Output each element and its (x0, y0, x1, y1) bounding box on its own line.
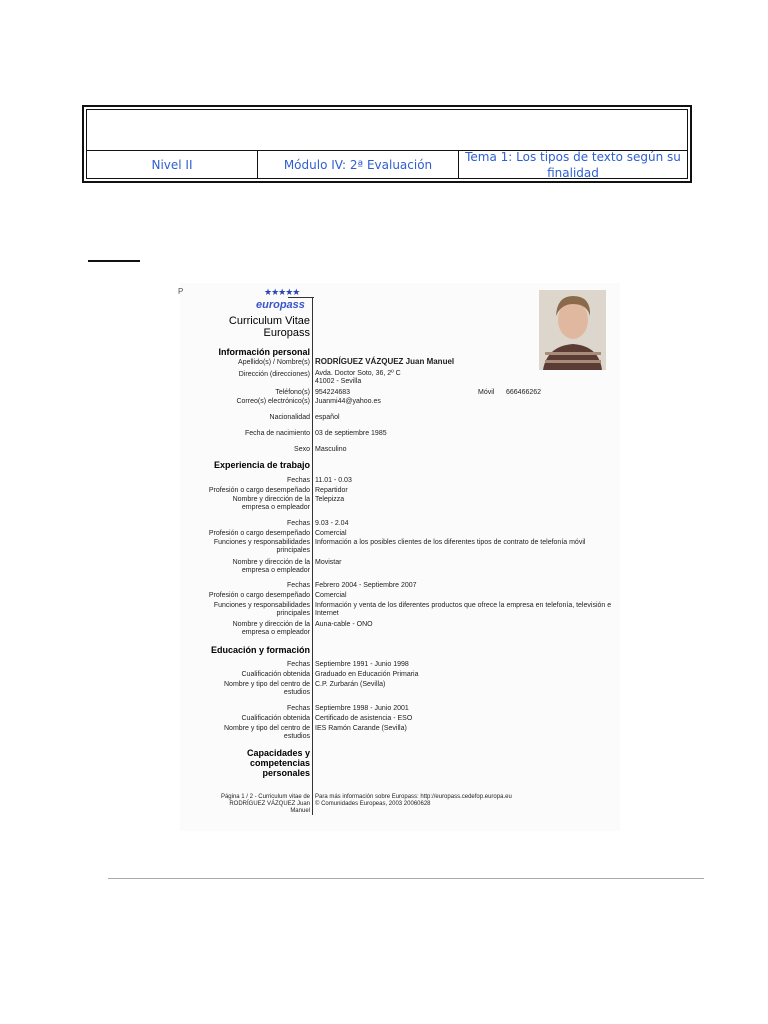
short-rule (88, 260, 140, 262)
header-tema: Tema 1: Los tipos de texto según su finalidad (465, 149, 681, 180)
header-nivel: Nivel II (87, 151, 258, 178)
section-skills: Capacidades y competencias personales (246, 748, 310, 778)
cv-column-divider (312, 297, 313, 815)
value-birth: 03 de septiembre 1985 (315, 430, 387, 437)
label-phone: Teléfono(s) (275, 389, 310, 396)
edu2-centre-label: Nombre y tipo del centro de estudios (224, 725, 310, 740)
job3-employer: Auna-cable - ONO (315, 621, 373, 628)
label-address: Dirección (direcciones) (238, 371, 310, 378)
label-nationality: Nacionalidad (269, 414, 310, 421)
edu1-centre-label: Nombre y tipo del centro de estudios (224, 681, 310, 696)
label-birth: Fecha de nacimiento (245, 430, 310, 437)
job1-employer-label: Nombre y dirección de la empresa o empleador (232, 496, 310, 511)
edu2-qual: Certificado de asistencia - ESO (315, 715, 413, 722)
cv-footer-right-1: Para más información sobre Europass: http://europass.cedefop.europa.eu (315, 794, 512, 800)
edu2-qual-label: Cualificación obtenida (241, 715, 310, 722)
edu1-qual-label: Cualificación obtenida (241, 671, 310, 678)
section-personal: Información personal (218, 347, 310, 357)
corner-mark: P (178, 287, 184, 296)
job1-dates: 11.01 - 0.03 (315, 477, 352, 484)
label-sex: Sexo (294, 446, 310, 453)
cv-footer-right-2: © Comunidades Europeas, 2003 20060628 (315, 801, 431, 807)
section-experience: Experiencia de trabajo (213, 460, 310, 470)
cv-title: Curriculum Vitae Europass (228, 315, 310, 339)
portrait-icon (539, 290, 606, 370)
value-email: Juanmi44@yahoo.es (315, 398, 381, 405)
value-address-2: 41002 - Sevilla (315, 378, 362, 385)
cv-top-rule (288, 297, 314, 298)
header-modulo: Módulo IV: 2ª Evaluación (258, 151, 459, 178)
edu2-dates-label: Fechas (287, 705, 310, 712)
portrait-photo (539, 290, 606, 370)
job3-duties: Información y venta de los diferentes productos que ofrece la empresa en telefonía, televisión e Internet (315, 602, 612, 617)
job3-role-label: Profesión o cargo desempeñado (208, 592, 310, 599)
value-mobile: 666466262 (506, 389, 542, 396)
job3-employer-label: Nombre y dirección de la empresa o empleador (232, 621, 310, 636)
value-phone: 954224683 (315, 389, 351, 396)
job3-dates: Febrero 2004 - Septiembre 2007 (315, 582, 417, 589)
job1-role-label: Profesión o cargo desempeñado (208, 487, 310, 494)
job2-dates: 9.03 - 2.04 (315, 520, 349, 527)
job3-dates-label: Fechas (287, 582, 310, 589)
section-education: Educación y formación (210, 645, 310, 655)
value-sex: Masculino (315, 446, 347, 453)
job2-duties: Información a los posibles clientes de los diferentes tipos de contrato de telefonía móvil (315, 539, 586, 546)
header-top-row (87, 110, 687, 151)
job1-dates-label: Fechas (287, 477, 310, 484)
job2-duties-label: Funciones y responsabilidades principales (213, 539, 310, 554)
label-mobile: Móvil (478, 389, 495, 396)
eu-stars-icon: ★★★★★ (264, 287, 300, 297)
job1-employer: Telepizza (315, 496, 345, 503)
job3-duties-label: Funciones y responsabilidades principales (213, 602, 310, 617)
edu1-qual: Graduado en Educación Primaria (315, 671, 419, 678)
job2-role-label: Profesión o cargo desempeñado (208, 530, 310, 537)
job2-dates-label: Fechas (287, 520, 310, 527)
cv-image (180, 283, 620, 831)
value-nationality: español (315, 414, 340, 421)
label-email: Correo(s) electrónico(s) (236, 398, 310, 405)
label-name: Apellido(s) / Nombre(s) (238, 359, 310, 366)
value-name: RODRÍGUEZ VÁZQUEZ Juan Manuel (315, 357, 455, 366)
edu2-centre: IES Ramón Carande (Sevilla) (315, 725, 407, 732)
value-address-1: Avda. Doctor Soto, 36, 2º C (315, 370, 401, 377)
job3-role: Comercial (315, 592, 347, 599)
job2-employer-label: Nombre y dirección de la empresa o empleador (232, 559, 310, 574)
job1-role: Repartidor (315, 487, 348, 494)
cv-footer-left: Página 1 / 2 - Curriculum vitae de RODRÍGUEZ VÁZQUEZ Juan Manuel (220, 794, 310, 814)
edu1-dates-label: Fechas (287, 661, 310, 668)
edu1-dates: Septiembre 1991 - Junio 1998 (315, 661, 409, 668)
job2-role: Comercial (315, 530, 347, 537)
header-table (82, 105, 692, 183)
europass-logo: ★★★★★ europass (256, 287, 305, 311)
edu2-dates: Septiembre 1998 - Junio 2001 (315, 705, 409, 712)
job2-employer: Movistar (315, 559, 342, 566)
edu1-centre: C.P. Zurbarán (Sevilla) (315, 681, 386, 688)
page-footer-rule (108, 878, 704, 879)
